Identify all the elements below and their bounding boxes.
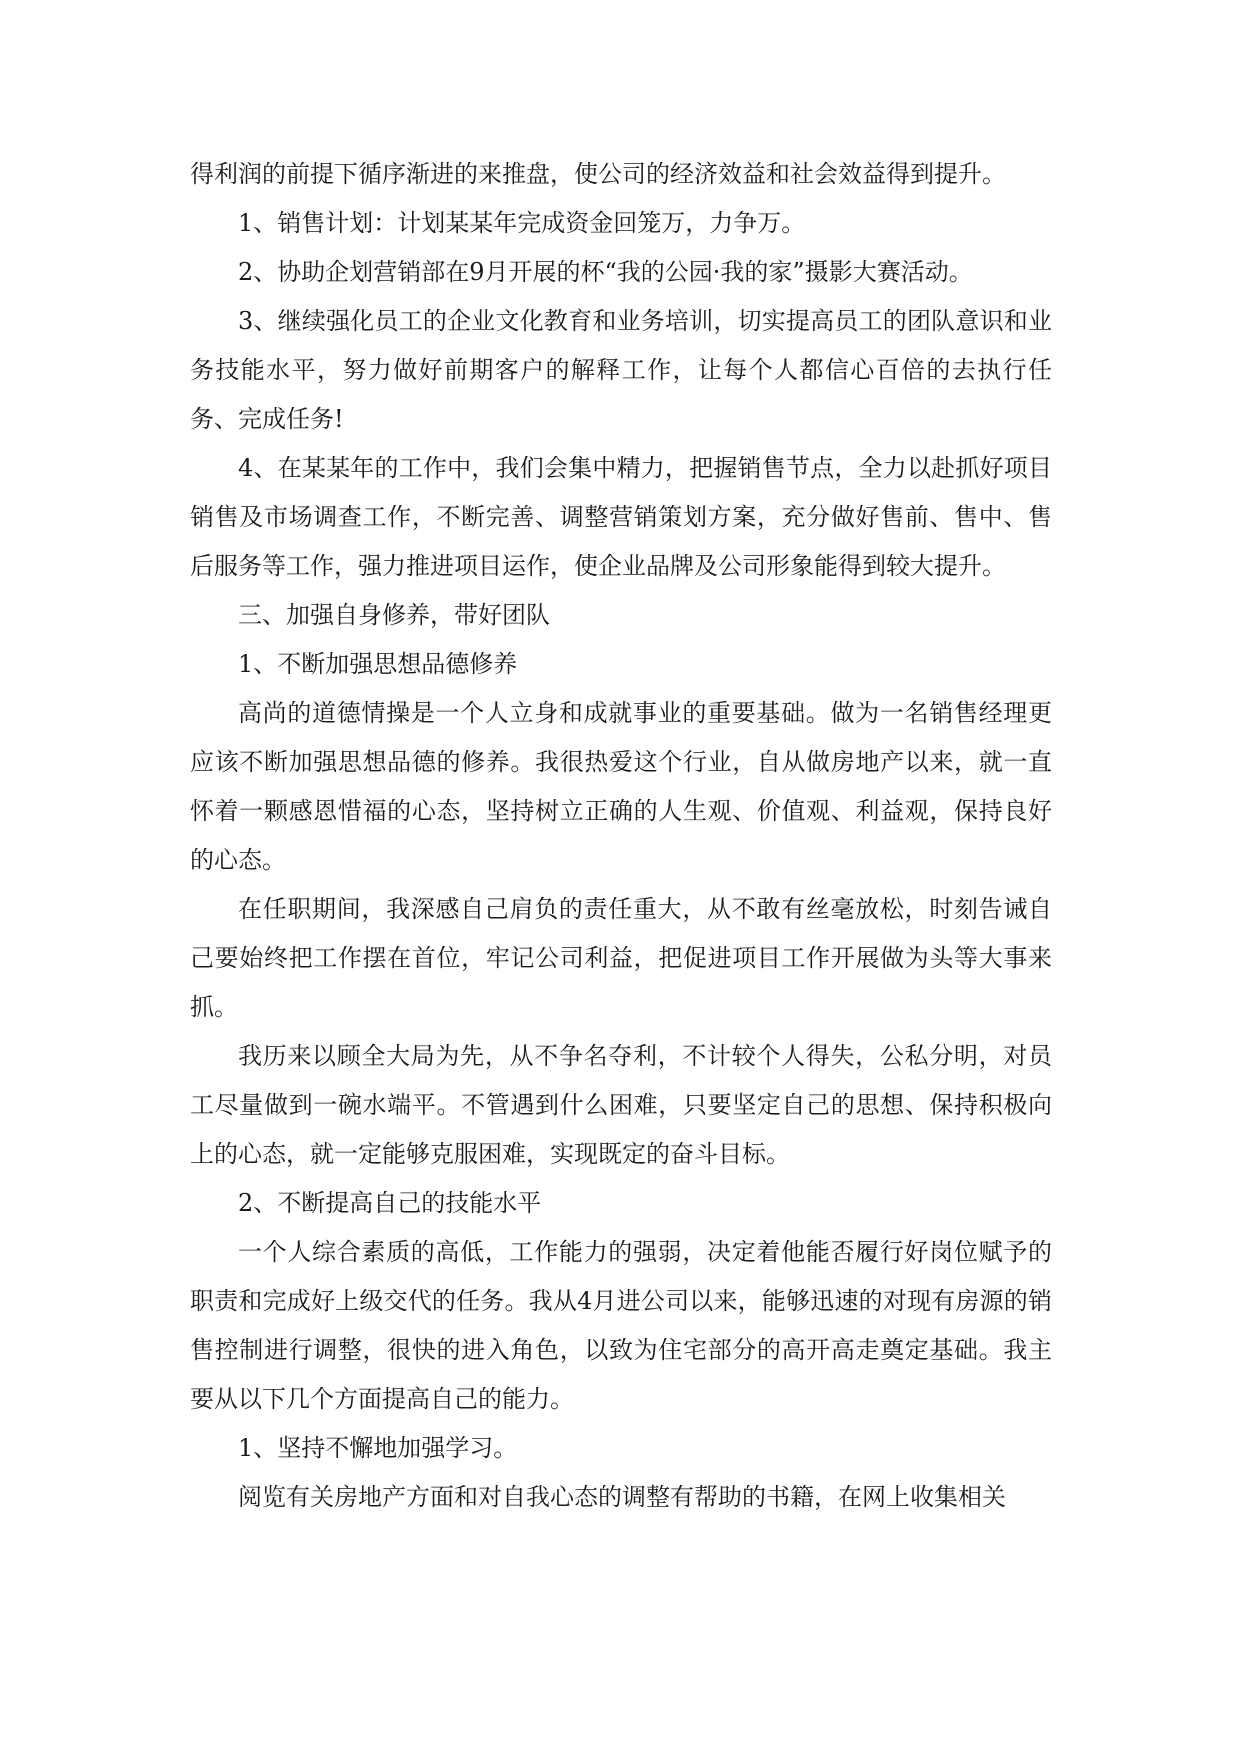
subheading-skill-level: 2、不断提高自己的技能水平 bbox=[238, 1189, 542, 1217]
paragraph-work-focus: 4、在某某年的工作中，我们会集中精力，把握销售节点，全力以赴抓好项目销售及市场调查工作，不断完善、调整营销策划方案，充分做好售前、售中、售后服务等工作，强力推进项目运作，使企业品牌及公司形象能得到较大提升。 bbox=[190, 454, 1052, 580]
paragraph-responsibility: 在任职期间，我深感自己肩负的责任重大，从不敢有丝毫放松，时刻告诫自己要始终把工作摆在首位，牢记公司利益，把促进项目工作开展做为头等大事来抓。 bbox=[190, 895, 1052, 1021]
paragraph-staff-training: 3、继续强化员工的企业文化教育和业务培训，切实提高员工的团队意识和业务技能水平，努力做好前期客户的解释工作，让每个人都信心百倍的去执行任务、完成任务! bbox=[190, 307, 1052, 433]
paragraph-moral-character: 高尚的道德情操是一个人立身和成就事业的重要基础。做为一名销售经理更应该不断加强思想品德的修养。我很热爱这个行业，自从做房地产以来，就一直怀着一颗感恩惜福的心态，坚持树立正确的人生观、价值观、利益观，保持良好的心态。 bbox=[190, 699, 1052, 874]
subheading-moral-cultivation: 1、不断加强思想品德修养 bbox=[238, 650, 518, 678]
paragraph-comprehensive-quality: 一个人综合素质的高低，工作能力的强弱，决定着他能否履行好岗位赋予的职责和完成好上级交代的任务。我从4月进公司以来，能够迅速的对现有房源的销售控制进行调整，很快的进入角色，以致为住宅部分的高开高走奠定基础。我主要从以下几个方面提高自己的能力。 bbox=[190, 1238, 1052, 1413]
paragraph-overall-situation: 我历来以顾全大局为先，从不争名夺利，不计较个人得失，公私分明，对员工尽量做到一碗水端平。不管遇到什么困难，只要坚定自己的思想、保持积极向上的心态，就一定能够克服困难，实现既定的奋斗目标。 bbox=[190, 1042, 1052, 1168]
paragraph-continuation: 得利润的前提下循序渐进的来推盘，使公司的经济效益和社会效益得到提升。 bbox=[190, 160, 1006, 188]
subheading-keep-learning: 1、坚持不懈地加强学习。 bbox=[238, 1434, 518, 1462]
paragraph-photo-contest: 2、协助企划营销部在9月开展的杯“我的公园·我的家”摄影大赛活动。 bbox=[238, 258, 973, 286]
section-heading-self-cultivation: 三、加强自身修养，带好团队 bbox=[238, 601, 550, 629]
document-body bbox=[190, 150, 1052, 1522]
paragraph-sales-plan: 1、销售计划：计划某某年完成资金回笼万，力争万。 bbox=[238, 209, 806, 237]
paragraph-reading: 阅览有关房地产方面和对自我心态的调整有帮助的书籍，在网上收集相关 bbox=[238, 1483, 1006, 1511]
